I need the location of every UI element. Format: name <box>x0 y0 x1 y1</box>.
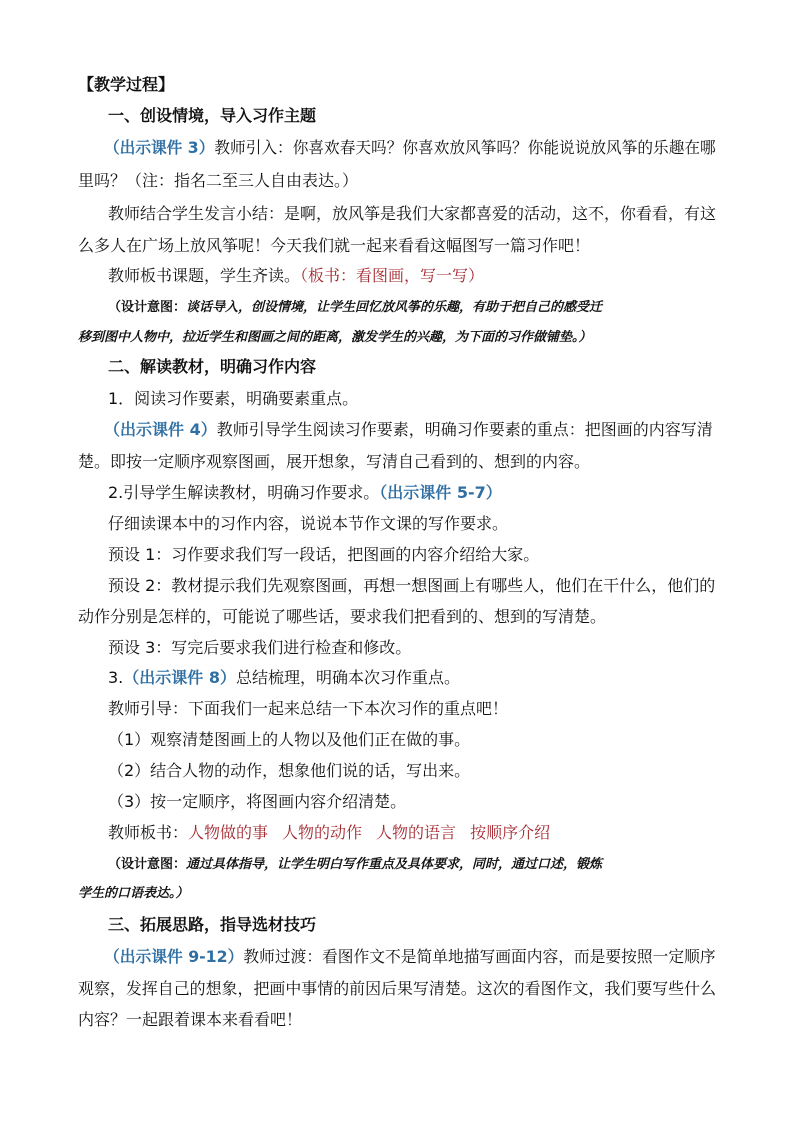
board-note: （板书：看图画，写一写） <box>300 266 485 285</box>
preset-2-cont: 动作分别是怎样的，可能说了哪些话，要求我们把看到的、想到的写清楚。 <box>78 607 607 626</box>
section-1-title: 一、创设情境，导入习作主题 <box>108 106 317 125</box>
preset-2: 预设 2：教材提示我们先观察图画，再想一想图画上有哪些人，他们在干什么，他们的 <box>108 576 716 595</box>
paragraph-line: 内容？一起跟着课本来看看吧！ <box>78 1010 303 1029</box>
courseware-tag: （出示课件 8） <box>123 668 236 687</box>
list-item-number: 3. <box>108 668 124 687</box>
paragraph-text: 教师引入：你喜欢春天吗？你喜欢放风筝吗？你能说说放风筝的乐趣在哪 <box>214 138 716 157</box>
list-item <box>108 667 460 689</box>
design-intent-text: 谈话导入，创设情境，让学生回忆放风筝的乐趣，有助于把自己的感受迁 <box>186 300 603 315</box>
paragraph-text: 教师板书课题，学生齐读。 <box>108 266 301 285</box>
paragraph <box>104 946 716 968</box>
key-point-2: （2）结合人物的动作，想象他们说的话，写出来。 <box>108 761 471 780</box>
list-item: 1．阅读习作要素，明确要素重点。 <box>108 389 359 408</box>
paragraph-line: 楚。即按一定顺序观察图画，展开想象，写清自己看到的、想到的内容。 <box>78 452 591 471</box>
board-item: 人物的语言 <box>376 823 457 842</box>
board-writing <box>108 822 550 844</box>
paragraph-text: 教师引导学生阅读习作要素，明确习作要素的重点：把图画的内容写清 <box>216 420 713 439</box>
board-item: 人物的动作 <box>282 823 363 842</box>
paragraph <box>108 265 484 287</box>
paragraph-line: 教师引导：下面我们一起来总结一下本次习作的重点吧！ <box>108 699 509 718</box>
paragraph <box>104 137 716 159</box>
design-intent-note <box>108 298 602 318</box>
courseware-tag: （出示课件 3） <box>104 138 215 157</box>
key-point-1: （1）观察清楚图画上的人物以及他们正在做的事。 <box>108 730 471 749</box>
courseware-tag: （出示课件 5-7） <box>379 483 502 502</box>
paragraph-line: 教师结合学生发言小结：是啊，放风筝是我们大家都喜爱的活动，这不，你看看，有这 <box>108 204 717 223</box>
board-item: 按顺序介绍 <box>470 823 551 842</box>
board-item: 人物做的事 <box>188 823 269 842</box>
list-item-text: 总结梳理，明确本次习作重点。 <box>235 668 460 687</box>
design-intent-line: 移到图中人物中，拉近学生和图画之间的距离，激发学生的兴趣，为下面的习作做铺垫。） <box>78 330 592 345</box>
design-intent-note <box>108 855 602 875</box>
design-intent-label: （设计意图： <box>108 857 187 872</box>
list-item <box>108 482 502 504</box>
preset-3: 预设 3：写完后要求我们进行检查和修改。 <box>108 638 412 657</box>
key-point-3: （3）按一定顺序，将图画内容介绍清楚。 <box>108 792 407 811</box>
courseware-tag: （出示课件 9-12） <box>104 947 244 966</box>
preset-1: 预设 1：习作要求我们写一段话，把图画的内容介绍给大家。 <box>108 545 540 564</box>
design-intent-text: 通过具体指导，让学生明白写作重点及具体要求，同时，通过口述，锻炼 <box>186 857 603 872</box>
paragraph-text: 教师过渡：看图作文不是简单地描写画面内容，而是要按照一定顺序 <box>243 947 716 966</box>
paragraph <box>104 419 713 441</box>
paragraph-line: 观察，发挥自己的想象，把画中事情的前因后果写清楚。这次的看图作文，我们要写些什么 <box>78 979 717 998</box>
design-intent-label: （设计意图： <box>108 300 187 315</box>
board-label: 教师板书： <box>108 823 189 842</box>
list-item-text: 2.引导学生解读教材，明确习作要求。 <box>108 483 380 502</box>
courseware-tag: （出示课件 4） <box>104 420 217 439</box>
section-2-title: 二、解读教材，明确习作内容 <box>108 357 317 376</box>
paragraph-line: 里吗？（注：指名二至三人自由表达。） <box>78 171 359 190</box>
design-intent-line: 学生的口语表达。） <box>78 886 189 901</box>
section-heading: 【教学过程】 <box>78 75 175 94</box>
paragraph-line: 仔细读课本中的习作内容，说说本节作文课的写作要求。 <box>108 514 509 533</box>
paragraph-line: 么多人在广场上放风筝呢！今天我们就一起来看看这幅图写一篇习作吧！ <box>78 236 591 255</box>
section-3-title: 三、拓展思路，指导选材技巧 <box>108 915 317 934</box>
